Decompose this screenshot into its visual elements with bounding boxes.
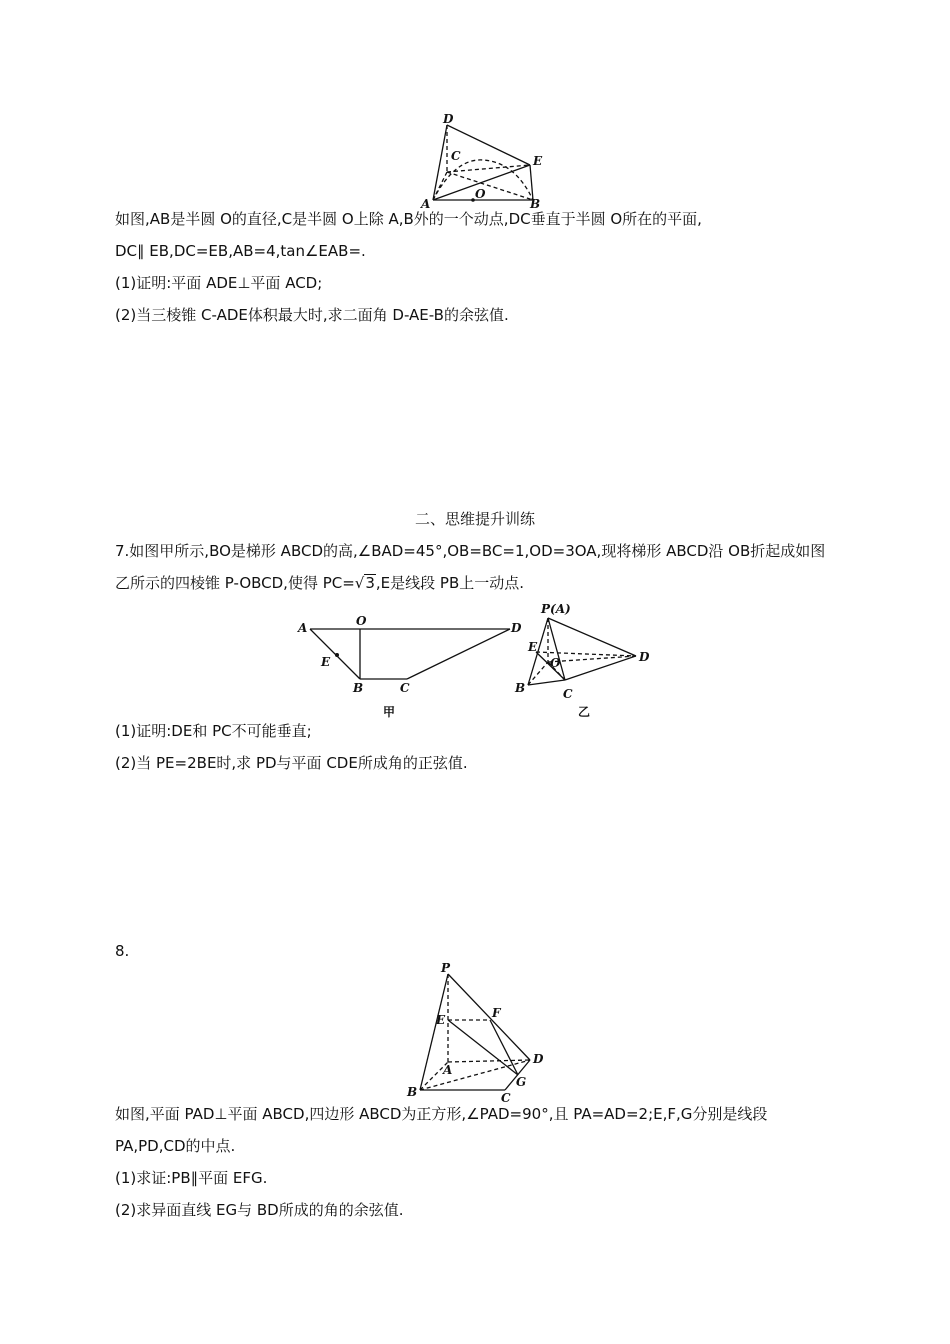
label-C: C	[451, 149, 461, 163]
problem7-question2: (2)当 PE=2BE时,求 PD与平面 CDE所成角的正弦值.	[115, 754, 468, 772]
problem8-line2: PA,PD,CD的中点.	[115, 1137, 236, 1155]
label-D: D	[533, 1052, 544, 1066]
problem7-figure-right	[508, 600, 658, 720]
problem8-number: 8.	[115, 942, 130, 960]
problem6-question2: (2)当三棱锥 C-ADE体积最大时,求二面角 D-AE-B的余弦值.	[115, 306, 509, 324]
label-P: P	[441, 962, 451, 975]
problem6-question1: (1)证明:平面 ADE⊥平面 ACD;	[115, 274, 323, 292]
figure-caption-jia: 甲	[383, 705, 396, 719]
problem7-question1: (1)证明:DE和 PC不可能垂直;	[115, 722, 312, 740]
label-C: C	[400, 681, 410, 695]
label-E: E	[321, 655, 331, 669]
label-D: D	[443, 112, 454, 126]
section-title: 二、思维提升训练	[414, 510, 535, 528]
label-A: A	[298, 621, 308, 635]
problem6-line1: 如图,AB是半圆 O的直径,C是半圆 O上除 A,B外的一个动点,DC垂直于半圆 O所在的平面,	[115, 210, 702, 228]
label-G: G	[516, 1075, 527, 1089]
label-B: B	[353, 681, 364, 695]
label-O: O	[356, 614, 367, 628]
label-E: E	[528, 640, 538, 654]
sqrt-radicand: 3	[365, 574, 375, 592]
label-O: O	[475, 187, 486, 201]
problem7-figure-left	[295, 612, 530, 720]
label-A: A	[421, 197, 431, 210]
figure-caption-yi: 乙	[578, 705, 591, 719]
label-P: P(A)	[541, 602, 571, 616]
problem7-line1: 7.如图甲所示,BO是梯形 ABCD的高,∠BAD=45°,OB=BC=1,OD=3OA,现将梯形 ABCD沿 OB折起成如图	[115, 542, 826, 560]
problem7-line2: 乙所示的四棱锥 P-OBCD,使得 PC=√3,E是线段 PB上一动点.	[115, 574, 525, 592]
label-D: D	[511, 621, 522, 635]
label-C: C	[563, 687, 573, 701]
label-B: B	[515, 681, 526, 695]
label-A: A	[443, 1063, 453, 1077]
problem8-question2: (2)求异面直线 EG与 BD所成的角的余弦值.	[115, 1201, 404, 1219]
problem7-line2-suffix: ,E是线段 PB上一动点.	[375, 574, 525, 592]
label-E: E	[436, 1013, 446, 1027]
label-B: B	[407, 1085, 418, 1099]
problem6-figure	[415, 110, 555, 210]
label-C: C	[501, 1091, 511, 1102]
problem8-figure	[400, 962, 550, 1102]
label-O: O	[550, 656, 561, 670]
problem6-line2: DC∥ EB,DC=EB,AB=4,tan∠EAB=.	[115, 242, 366, 260]
label-B: B	[530, 197, 541, 210]
problem7-line2-prefix: 乙所示的四棱锥 P-OBCD,使得 PC=	[115, 574, 355, 592]
label-E: E	[533, 154, 543, 168]
problem8-line1: 如图,平面 PAD⊥平面 ABCD,四边形 ABCD为正方形,∠PAD=90°,且 PA=AD=2;E,F,G分别是线段	[115, 1105, 768, 1123]
label-F: F	[492, 1006, 501, 1020]
problem8-question1: (1)求证:PB∥平面 EFG.	[115, 1169, 268, 1187]
label-D: D	[639, 650, 650, 664]
